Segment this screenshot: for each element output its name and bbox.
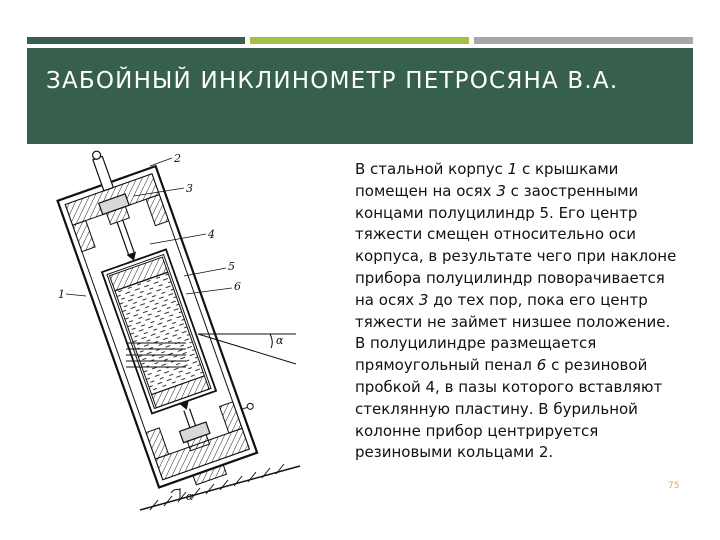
label-2: 2 xyxy=(174,152,181,165)
ref-number-1: 1 xyxy=(507,160,518,178)
text-part-1: В стальной корпус xyxy=(355,160,508,178)
label-6: 6 xyxy=(234,280,241,293)
top-accent-bars xyxy=(27,37,693,44)
accent-bar-gray xyxy=(474,37,693,44)
alpha-label-right: α xyxy=(276,334,284,347)
slide-title: ЗАБОЙНЫЙ ИНКЛИНОМЕТР ПЕТРОСЯНА В.А. xyxy=(46,68,619,94)
label-1: 1 xyxy=(58,288,65,301)
description-text xyxy=(355,159,685,464)
text-part-2: с крышками помещен на осях xyxy=(355,160,619,200)
ref-number-3: 3 xyxy=(496,181,506,200)
text-part-3: с заостренными концами полуцилиндр 5. Его центр тяжести смещен относительно оси корпуса, в результате чего при наклоне прибора полуцилиндр поворачивается на осях xyxy=(355,181,677,309)
ref-number-3b: 3 xyxy=(418,290,429,309)
label-3: 3 xyxy=(186,182,193,195)
text-part-5: с резиновой пробкой 4, в пазы которого вставляют стеклянную пластину. В бурильной колонне прибор центрируется резиновыми кольцами 2. xyxy=(355,356,663,462)
accent-bar-light-green xyxy=(250,37,469,44)
title-band xyxy=(27,48,693,144)
instrument-body xyxy=(46,148,272,497)
accent-bar-dark-green xyxy=(27,37,245,44)
ref-number-6: 6 xyxy=(536,356,547,375)
text-part-4: до тех пор, пока его центр тяжести не займет низшее положение. В полуцилиндре размещается прямоугольный пенал xyxy=(355,290,671,375)
label-4: 4 xyxy=(208,228,215,241)
alpha-label-bottom: α xyxy=(186,490,194,503)
inclinometer-diagram xyxy=(38,148,328,518)
label-5: 5 xyxy=(228,260,235,273)
page-number: 75 xyxy=(668,481,680,491)
